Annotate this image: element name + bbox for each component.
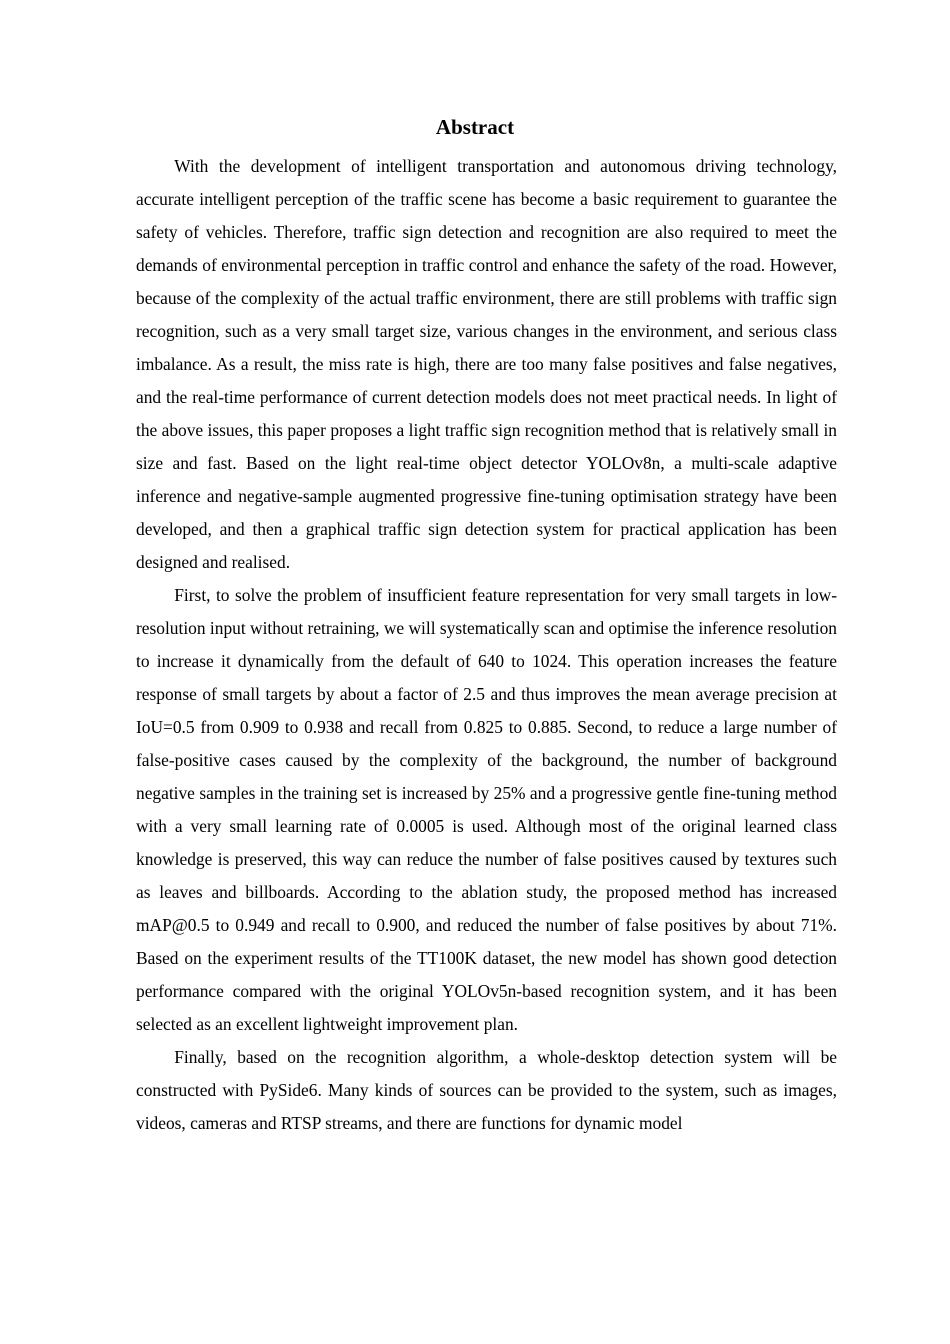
abstract-body bbox=[136, 150, 837, 1140]
paragraph-2: First, to solve the problem of insufficient feature representation for very small targets in low-resolution input without retraining, we will systematically scan and optimise the inference resolution to increase it dynamically from the default of 640 to 1024. This operation increases the feature response of small targets by about a factor of 2.5 and thus improves the mean average precision at IoU=0.5 from 0.909 to 0.938 and recall from 0.825 to 0.885. Second, to reduce a large number of false-positive cases caused by the complexity of the background, the number of background negative samples in the training set is increased by 25% and a progressive gentle fine-tuning method with a very small learning rate of 0.0005 is used. Although most of the original learned class knowledge is preserved, this way can reduce the number of false positives caused by textures such as leaves and billboards. According to the ablation study, the proposed method has increased mAP@0.5 to 0.949 and recall to 0.900, and reduced the number of false positives by about 71%. Based on the experiment results of the TT100K dataset, the new model has shown good detection performance compared with the original YOLOv5n-based recognition system, and it has been selected as an excellent lightweight improvement plan. bbox=[136, 585, 837, 1034]
paragraph-1: With the development of intelligent transportation and autonomous driving technology, accurate intelligent perception of the traffic scene has become a basic requirement to guarantee the safety of vehicles. Therefore, traffic sign detection and recognition are also required to meet the demands of environmental perception in traffic control and enhance the safety of the road. However, because of the complexity of the actual traffic environment, there are still problems with traffic sign recognition, such as a very small target size, various changes in the environment, and serious class imbalance. As a result, the miss rate is high, there are too many false positives and false negatives, and the real-time performance of current detection models does not meet practical needs. In light of the above issues, this paper proposes a light traffic sign recognition method that is relatively small in size and fast. Based on the light real-time object detector YOLOv8n, a multi-scale adaptive inference and negative-sample augmented progressive fine-tuning optimisation strategy have been developed, and then a graphical traffic sign detection system for practical application has been designed and realised. bbox=[136, 156, 837, 572]
abstract-title: Abstract bbox=[435, 115, 515, 139]
paragraph-3: Finally, based on the recognition algorithm, a whole-desktop detection system will be constructed with PySide6. Many kinds of sources can be provided to the system, such as images, videos, cameras and RTSP streams, and there are functions for dynamic model bbox=[136, 1047, 837, 1133]
